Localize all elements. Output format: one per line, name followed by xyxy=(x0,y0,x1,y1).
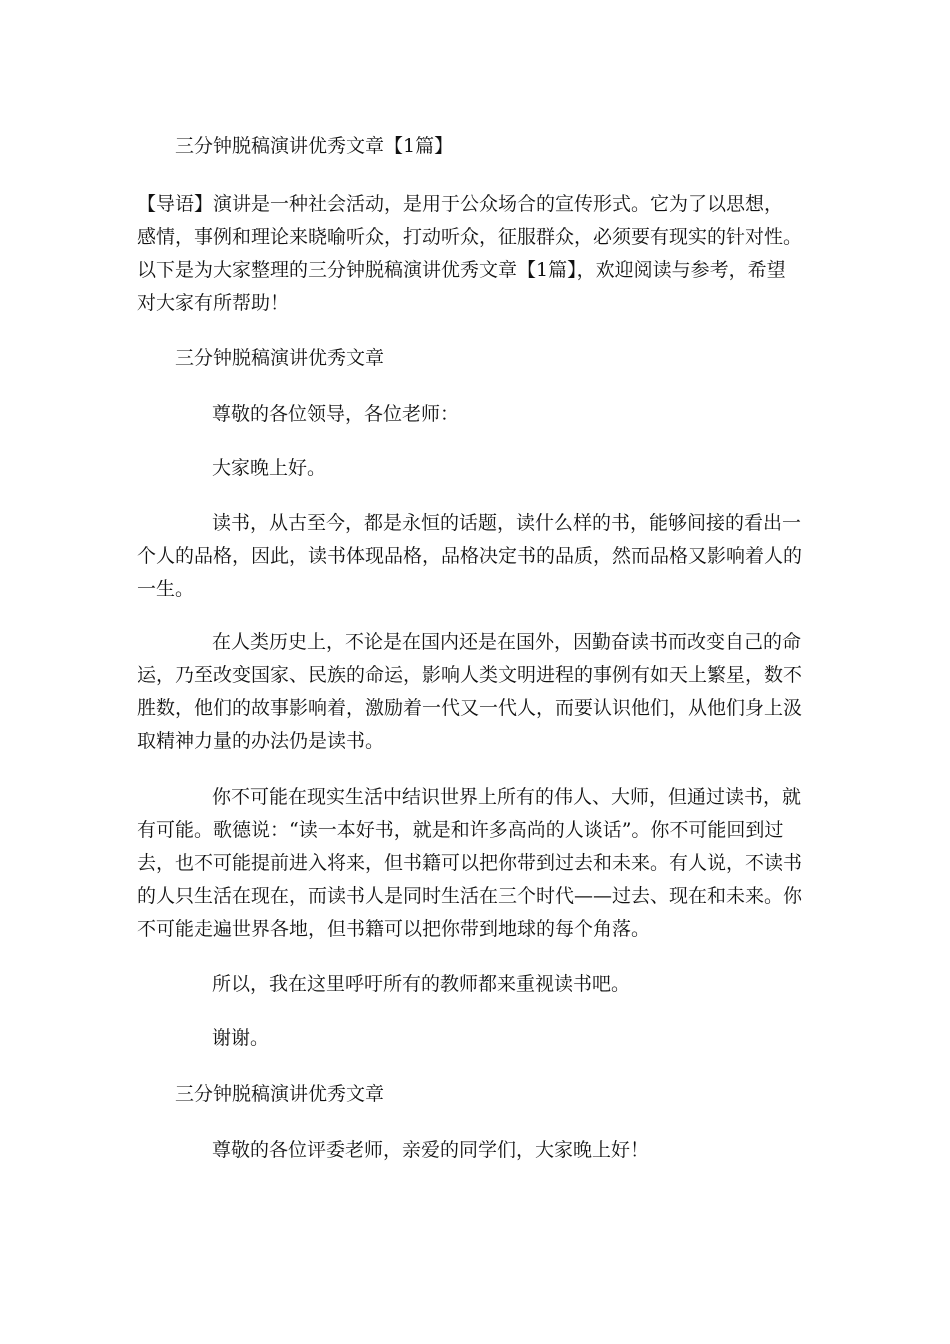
intro-line: 对大家有所帮助！ xyxy=(137,292,290,314)
section-heading-1: 三分钟脱稿演讲优秀文章 xyxy=(175,347,385,369)
paragraph-line: 个人的品格，因此，读书体现品格，品格决定书的品质，然而品格又影响着人的 xyxy=(137,545,803,567)
thanks-text: 谢谢。 xyxy=(212,1027,270,1049)
greeting-1: 大家晚上好。 xyxy=(212,457,327,479)
paragraph-2 xyxy=(137,626,802,758)
paragraph-line: 取精神力量的办法仍是读书。 xyxy=(137,730,385,752)
paragraph-3 xyxy=(137,781,802,946)
salutation-1: 尊敬的各位领导，各位老师： xyxy=(212,403,460,425)
intro-line: 以下是为大家整理的三分钟脱稿演讲优秀文章【1篇】，欢迎阅读与参考，希望 xyxy=(137,259,786,281)
intro-paragraph xyxy=(137,188,802,320)
paragraph-line: 有可能。歌德说：“读一本好书，就是和许多高尚的人谈话”。你不可能回到过 xyxy=(137,819,784,841)
salutation-2: 尊敬的各位评委老师，亲爱的同学们，大家晚上好！ xyxy=(212,1139,650,1161)
paragraph-line: 去，也不可能提前进入将来，但书籍可以把你带到过去和未来。有人说，不读书 xyxy=(137,852,803,874)
paragraph-1 xyxy=(137,507,802,606)
paragraph-4: 所以，我在这里呼吁所有的教师都来重视读书吧。 xyxy=(212,973,631,995)
paragraph-line: 在人类历史上，不论是在国内还是在国外，因勤奋读书而改变自己的命 xyxy=(212,631,802,653)
paragraph-line: 读书，从古至今，都是永恒的话题，读什么样的书，能够间接的看出一 xyxy=(212,512,802,534)
document-title: 三分钟脱稿演讲优秀文章【1篇】 xyxy=(175,135,454,157)
paragraph-line: 一生。 xyxy=(137,578,195,600)
intro-line: 感情，事例和理论来晓喻听众，打动听众，征服群众，必须要有现实的针对性。 xyxy=(137,226,803,248)
paragraph-line: 运，乃至改变国家、民族的命运，影响人类文明进程的事例有如天上繁星，数不 xyxy=(137,664,803,686)
paragraph-line: 的人只生活在现在，而读书人是同时生活在三个时代——过去、现在和未来。你 xyxy=(137,885,803,907)
paragraph-line: 胜数，他们的故事影响着，激励着一代又一代人，而要认识他们，从他们身上汲 xyxy=(137,697,803,719)
paragraph-line: 不可能走遍世界各地，但书籍可以把你带到地球的每个角落。 xyxy=(137,918,651,940)
paragraph-line: 你不可能在现实生活中结识世界上所有的伟人、大师，但通过读书，就 xyxy=(212,786,802,808)
section-heading-2: 三分钟脱稿演讲优秀文章 xyxy=(175,1083,385,1105)
intro-line: 【导语】演讲是一种社会活动，是用于公众场合的宣传形式。它为了以思想， xyxy=(137,193,784,215)
